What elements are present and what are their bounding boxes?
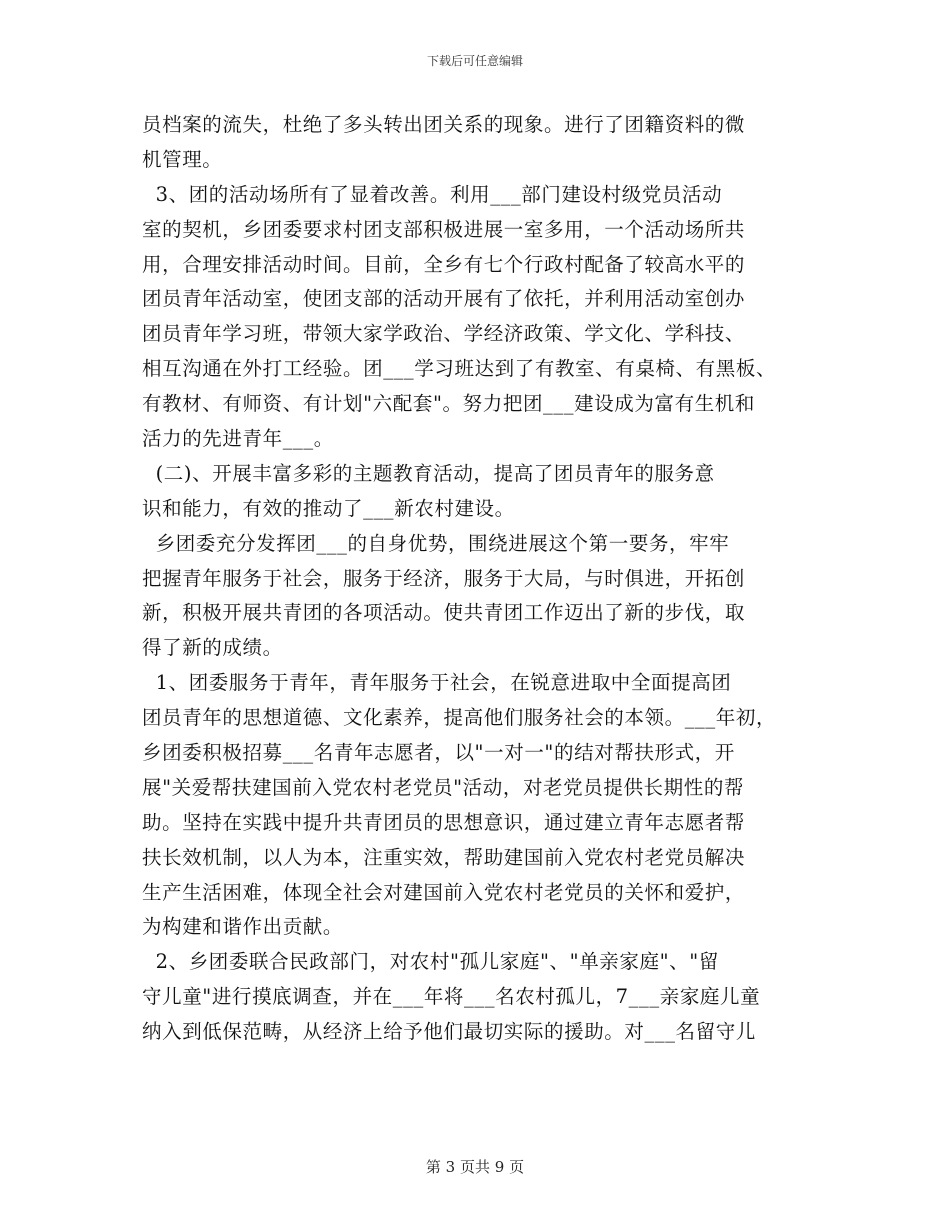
body-line: 团员青年的思想道德、文化素养，提高他们服务社会的本领。___年初， <box>142 706 777 730</box>
body-line: 室的契机，乡团委要求村团支部积极进展一室多用，一个活动场所共 <box>142 217 746 241</box>
document-body <box>142 108 822 1050</box>
body-line: 3、团的活动场所有了显着改善。利用___部门建设村级党员活动 <box>142 182 723 206</box>
body-line: 团员青年活动室，使团支部的活动开展有了依托，并利用活动室创办 <box>142 287 746 311</box>
body-line: 2、乡团委联合民政部门，对农村"孤儿家庭"、"单亲家庭"、"留 <box>142 950 719 974</box>
body-line: 用，合理安排活动时间。目前，全乡有七个行政村配备了较高水平的 <box>142 252 746 276</box>
body-line: 团员青年学习班，带领大家学政治、学经济政策、学文化、学科技、 <box>142 322 746 346</box>
body-line: 扶长效机制，以人为本，注重实效，帮助建国前入党农村老党员解决 <box>142 845 746 869</box>
body-line: 助。坚持在实践中提升共青团员的思想意识，通过建立青年志愿者帮 <box>142 810 746 834</box>
page-footer: 第 3 页共 9 页 <box>425 1158 525 1176</box>
body-line: 为构建和谐作出贡献。 <box>142 915 344 939</box>
body-line: 有教材、有师资、有计划"六配套"。努力把团___建设成为富有生机和 <box>142 392 755 416</box>
body-line: 纳入到低保范畴，从经济上给予他们最切实际的援助。对___名留守儿 <box>142 1020 756 1044</box>
body-line: 1、团委服务于青年，青年服务于社会，在锐意进取中全面提高团 <box>142 671 732 695</box>
body-line: 员档案的流失，杜绝了多头转出团关系的现象。进行了团籍资料的微 <box>142 113 746 136</box>
body-line: 守儿童"进行摸底调查，并在___年将___名农村孤儿，7___亲家庭儿童 <box>142 985 761 1009</box>
body-line: 乡团委积极招募___名青年志愿者，以"一对一"的结对帮扶形式，开 <box>142 741 735 765</box>
body-line: 得了新的成绩。 <box>142 636 283 660</box>
page-header: 下载后可任意编辑 <box>426 54 523 68</box>
body-line: 把握青年服务于社会，服务于经济，服务于大局，与时俱进，开拓创 <box>142 566 746 590</box>
body-line: 识和能力，有效的推动了___新农村建设。 <box>142 496 515 520</box>
body-line: (二)、开展丰富多彩的主题教育活动，提高了团员青年的服务意 <box>142 461 715 485</box>
body-line: 相互沟通在外打工经验。团___学习班达到了有教室、有桌椅、有黑板、 <box>142 357 777 381</box>
body-line: 生产生活困难，体现全社会对建国前入党农村老党员的关怀和爱护， <box>142 880 746 904</box>
body-line: 机管理。 <box>142 147 223 171</box>
body-line: 展"关爱帮扶建国前入党农村老党员"活动，对老党员提供长期性的帮 <box>142 775 745 799</box>
body-line: 新，积极开展共青团的各项活动。使共青团工作迈出了新的步伐，取 <box>142 601 746 625</box>
body-line: 乡团委充分发挥团___的自身优势，围绕进展这个第一要务，牢牢 <box>142 531 730 555</box>
body-line: 活力的先进青年___。 <box>142 427 334 451</box>
